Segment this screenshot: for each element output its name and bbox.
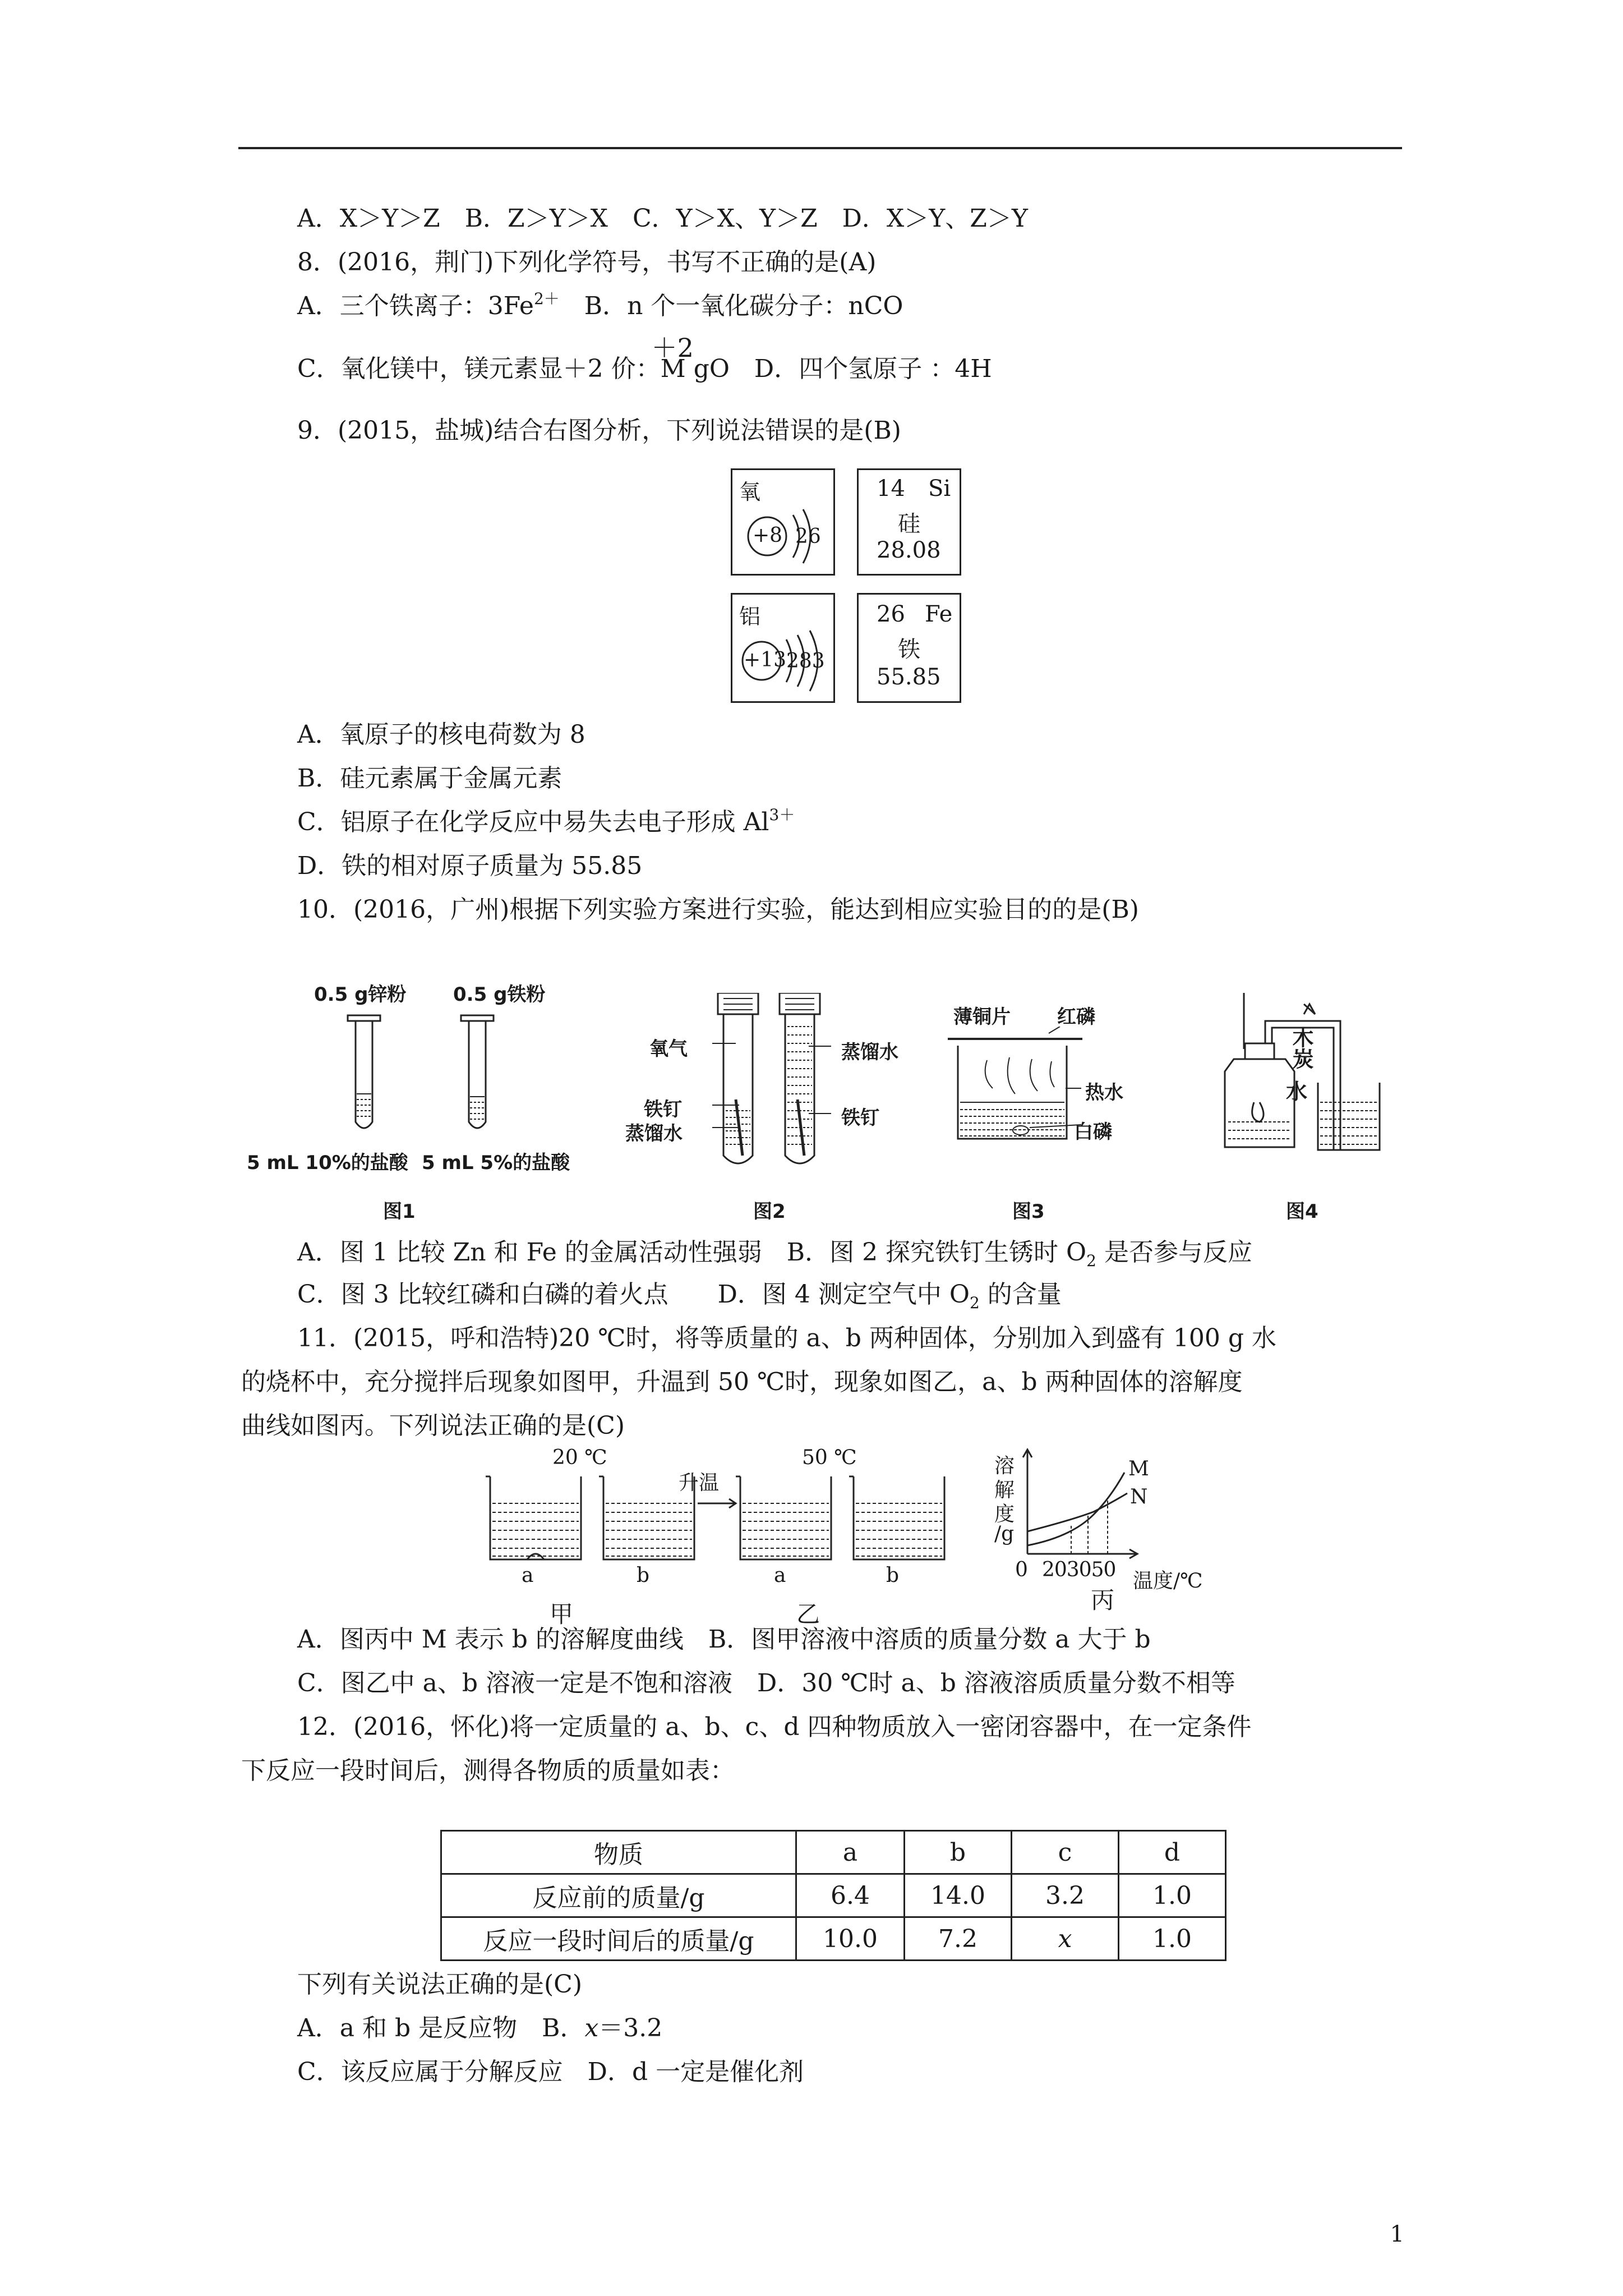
iron-number: 26 xyxy=(877,601,905,627)
table-cell: b xyxy=(905,1831,1012,1874)
silicon-mass: 28.08 xyxy=(877,537,941,563)
iron-name: 铁 xyxy=(898,637,920,662)
table-cell: 14.0 xyxy=(905,1874,1012,1917)
fig1-acid-right: 5 mL 5%的盐酸 xyxy=(422,1152,570,1174)
q10-opt-cd-sub: 2 xyxy=(969,1294,980,1312)
oxygen-nucleus: +8 xyxy=(753,524,783,547)
graph-ylabel-4: /g xyxy=(994,1522,1015,1545)
graph-ylabel-1: 溶 xyxy=(994,1455,1015,1478)
oxygen-shells: 26 xyxy=(795,525,821,548)
fig1-iron-label: 0.5 g铁粉 xyxy=(453,983,546,1006)
q9-opt-d: D．铁的相对原子质量为 55.85 xyxy=(297,852,643,880)
q9-opt-c-charge: 3＋ xyxy=(769,806,795,824)
graph-curve-m: M xyxy=(1128,1457,1149,1480)
oxygen-structure-box xyxy=(731,468,835,576)
graph-caption: 丙 xyxy=(1091,1586,1115,1614)
graph-ylabel-3: 度 xyxy=(994,1503,1015,1526)
fig3-beaker xyxy=(942,1027,1088,1156)
fig2-caption: 图2 xyxy=(753,1200,786,1223)
table-cell: 7.2 xyxy=(905,1917,1012,1961)
q10-options-ab xyxy=(297,1237,1252,1268)
table-row xyxy=(441,1874,1226,1917)
header-rule xyxy=(238,147,1402,149)
silicon-number: 14 xyxy=(877,476,905,501)
graph-x-ticks: 203050 xyxy=(1042,1558,1116,1581)
aluminum-nucleus: +13 xyxy=(744,648,786,671)
q9-opt-b: B．硅元素属于金属元素 xyxy=(297,764,562,793)
table-row xyxy=(441,1917,1226,1961)
q8-valence-mark: ＋2 xyxy=(651,333,694,363)
fig1-caption: 图1 xyxy=(383,1200,416,1223)
q12-options-ab xyxy=(297,2013,662,2044)
q8-opt-d: D．四个氢原子 ：4H xyxy=(729,355,992,383)
table-cell: a xyxy=(796,1831,905,1874)
fig2-water-left: 蒸馏水 xyxy=(625,1122,683,1145)
q8-opt-c-formula: M gO xyxy=(660,355,730,383)
q12-opt-ab-tail: ＝3.2 xyxy=(598,2014,663,2042)
fig2-test-tubes xyxy=(707,993,836,1178)
q12-mass-table xyxy=(440,1830,1227,1961)
table-cell: x xyxy=(1012,1917,1119,1961)
table-cell: 物质 xyxy=(441,1831,796,1874)
fig3-copper: 薄铜片 xyxy=(953,1006,1011,1028)
q11-beakers xyxy=(482,1470,976,1565)
q11-jia: 甲 xyxy=(550,1600,574,1628)
iron-element-box xyxy=(857,593,961,703)
q8-options-ab xyxy=(297,291,903,322)
aluminum-name: 铝 xyxy=(739,604,761,629)
q11-heat: 升温 xyxy=(679,1471,720,1494)
silicon-symbol: Si xyxy=(928,476,951,501)
table-cell: 反应一段时间后的质量/g xyxy=(441,1917,796,1961)
q11-line3: 曲线如图丙。下列说法正确的是(C) xyxy=(241,1411,625,1440)
fig4-caption: 图4 xyxy=(1286,1200,1318,1223)
q12-opt-ab-x: x xyxy=(584,2014,599,2042)
aluminum-structure-box xyxy=(731,593,835,703)
q11-options-cd: C．图乙中 a、b 溶液一定是不饱和溶液 D．30 ℃时 a、b 溶液溶质质量分数不相等 xyxy=(297,1669,1235,1697)
q11-temp-20: 20 ℃ xyxy=(552,1446,607,1469)
q10-opt-ab-sub: 2 xyxy=(1086,1251,1096,1270)
fig2-water-right: 蒸馏水 xyxy=(841,1041,898,1064)
q8-stem: 8．(2016，荆门)下列化学符号，书写不正确的是(A) xyxy=(297,248,877,277)
fig1-zinc-label: 0.5 g锌粉 xyxy=(314,983,407,1006)
graph-origin: 0 xyxy=(1015,1558,1028,1581)
fig3-hot-water: 热水 xyxy=(1085,1082,1123,1104)
fig4-charcoal: 木炭 xyxy=(1289,1027,1313,1069)
q9-opt-c: C．铝原子在化学反应中易失去电子形成 Al xyxy=(297,808,769,836)
graph-curve-n: N xyxy=(1130,1485,1148,1508)
q10-opt-cd-tail: 的含量 xyxy=(979,1280,1062,1309)
table-cell: 3.2 xyxy=(1012,1874,1119,1917)
table-row xyxy=(441,1831,1226,1874)
fig3-white-p: 白磷 xyxy=(1074,1121,1112,1143)
fig1-test-tubes xyxy=(336,1010,505,1144)
q8-opt-b: B．n 个一氧化碳分子：nCO xyxy=(559,292,903,320)
q11-beaker-a1: a xyxy=(522,1564,534,1587)
q11-temp-50: 50 ℃ xyxy=(802,1446,857,1469)
graph-ylabel-2: 解 xyxy=(994,1479,1015,1502)
q11-line1: 11．(2015，呼和浩特)20 ℃时，将等质量的 a、b 两种固体，分别加入到盛有 100 g 水 xyxy=(297,1324,1276,1352)
silicon-name: 硅 xyxy=(898,511,920,537)
q12-line2: 下反应一段时间后，测得各物质的质量如表： xyxy=(241,1756,735,1785)
fig1-acid-left: 5 mL 10%的盐酸 xyxy=(247,1152,408,1174)
q12-after: 下列有关说法正确的是(C) xyxy=(297,1970,582,1999)
iron-symbol: Fe xyxy=(925,601,953,627)
q8-options-cd xyxy=(297,333,992,385)
table-cell: 10.0 xyxy=(796,1917,905,1961)
table-cell: d xyxy=(1119,1831,1226,1874)
q9-opt-a: A．氧原子的核电荷数为 8 xyxy=(297,720,585,749)
iron-mass: 55.85 xyxy=(877,664,941,690)
table-cell: 6.4 xyxy=(796,1874,905,1917)
q11-options-ab: A．图丙中 M 表示 b 的溶解度曲线 B．图甲溶液中溶质的质量分数 a 大于 b xyxy=(297,1625,1151,1654)
page-number: 1 xyxy=(1390,2221,1404,2247)
oxygen-name: 氧 xyxy=(739,480,761,504)
q9-opt-c-line xyxy=(297,807,795,838)
q10-stem: 10．(2016，广州)根据下列实验方案进行实验，能达到相应实验目的的是(B) xyxy=(297,895,1139,924)
fig2-nail-right: 铁钉 xyxy=(841,1107,879,1129)
q9-stem: 9．(2015，盐城)结合右图分析，下列说法错误的是(B) xyxy=(297,416,901,445)
fig2-oxygen: 氧气 xyxy=(649,1038,688,1060)
table-cell: c xyxy=(1012,1831,1119,1874)
silicon-element-box xyxy=(857,468,961,576)
q12-opt-ab: A．a 和 b 是反应物 B． xyxy=(297,2014,585,2042)
fig2-nail-left: 铁钉 xyxy=(644,1098,682,1121)
q10-opt-cd: C．图 3 比较红磷和白磷的着火点 D．图 4 测定空气中 O xyxy=(297,1280,970,1309)
fig3-red-p: 红磷 xyxy=(1057,1006,1095,1028)
q11-beaker-b1: b xyxy=(637,1564,650,1587)
q7-options: A．X＞Y＞Z B．Z＞Y＞X C．Y＞X、Y＞Z D．X＞Y、Z＞Y xyxy=(297,204,1028,233)
q11-beaker-b2: b xyxy=(886,1564,900,1587)
q8-opt-c-formula-wrap xyxy=(651,333,730,385)
fig4-water: 水 xyxy=(1286,1079,1308,1104)
table-cell: 反应前的质量/g xyxy=(441,1874,796,1917)
graph-xlabel: 温度/℃ xyxy=(1133,1570,1203,1593)
q11-line2: 的烧杯中，充分搅拌后现象如图甲，升温到 50 ℃时，现象如图乙，a、b 两种固体的溶解度 xyxy=(241,1368,1243,1396)
q10-opt-ab-tail: 是否参与反应 xyxy=(1096,1238,1252,1267)
aluminum-atom-diagram xyxy=(732,595,833,701)
q10-opt-ab: A．图 1 比较 Zn 和 Fe 的金属活动性强弱 B．图 2 探究铁钉生锈时 O xyxy=(297,1238,1087,1267)
q11-yi: 乙 xyxy=(796,1600,820,1628)
table-cell: 1.0 xyxy=(1119,1874,1226,1917)
q12-options-cd: C．该反应属于分解反应 D．d 一定是催化剂 xyxy=(297,2058,804,2086)
q11-beaker-a2: a xyxy=(774,1564,786,1587)
q12-line1: 12．(2016，怀化)将一定质量的 a、b、c、d 四种物质放入一密闭容器中，在一定条件 xyxy=(297,1713,1252,1741)
q8-opt-c: C．氧化镁中，镁元素显＋2 价： xyxy=(297,355,661,383)
aluminum-shells: 283 xyxy=(786,650,825,673)
q8-opt-a-charge: 2＋ xyxy=(533,289,560,308)
q10-options-cd xyxy=(297,1279,1062,1310)
fig3-caption: 图3 xyxy=(1012,1200,1045,1223)
oxygen-atom-diagram xyxy=(732,470,833,574)
q8-opt-a: A．三个铁离子：3Fe xyxy=(297,292,534,320)
table-cell: 1.0 xyxy=(1119,1917,1226,1961)
